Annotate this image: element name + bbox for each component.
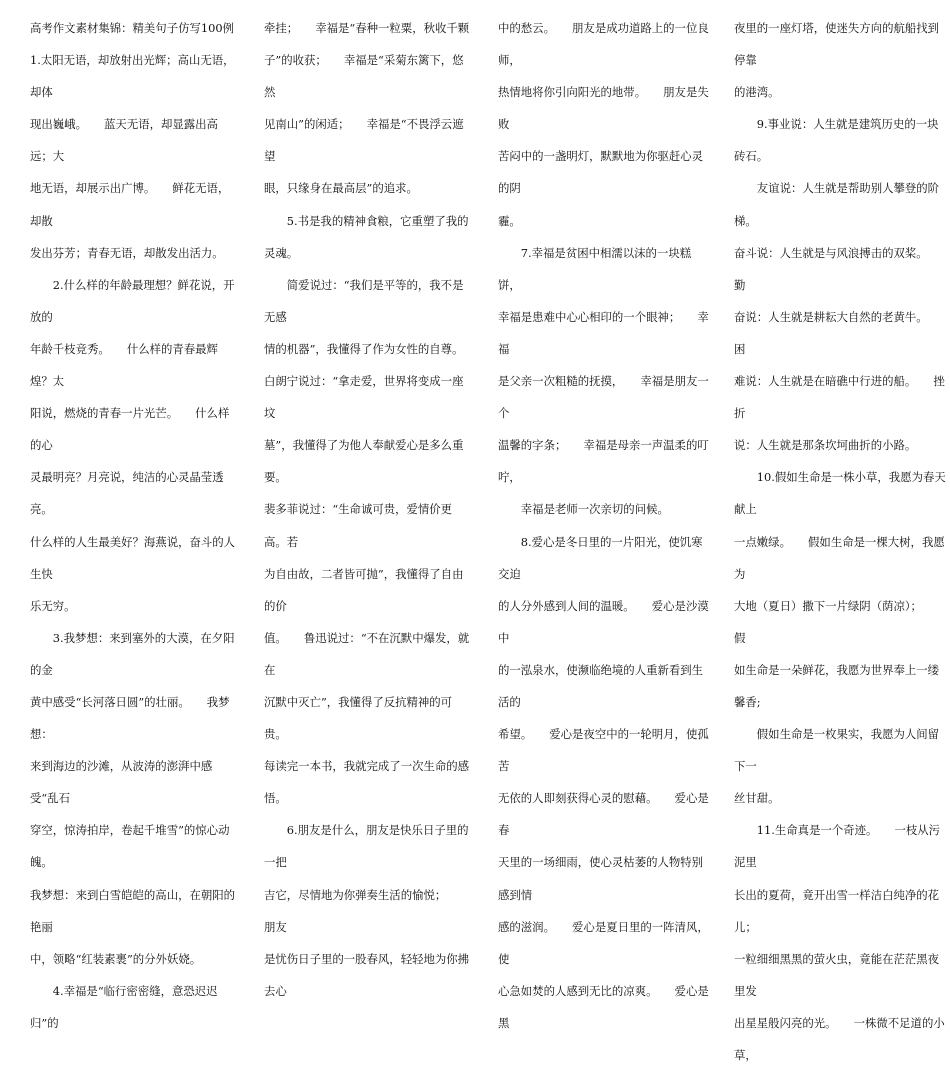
text-line: 黄中感受“长河落日圆”的壮丽。 我梦想：	[30, 694, 230, 742]
text-line: 为自由故，二者皆可抛”，我懂得了自由的价	[264, 566, 464, 613]
text-line: 年龄千枝竞秀。 什么样的青春最辉煌？太	[30, 341, 218, 389]
text-line: 我梦想：来到白雪皑皑的高山，在朝阳的艳丽	[30, 887, 236, 934]
text-line: 9.事业说：人生就是建筑历史的一块砖石。	[734, 117, 939, 164]
text-line: 出星星般闪亮的光。 一株微不足道的小草，	[734, 1015, 945, 1062]
text-line: 热情地将你引向阳光的地带。 朋友是失败	[498, 85, 709, 132]
text-line: 10.假如生命是一株小草，我愿为春天献上	[734, 470, 946, 517]
text-line: 7.幸福是贫困中相濡以沫的一块糕饼，	[498, 245, 692, 292]
text-line: 3.我梦想：来到塞外的大漠，在夕阳的金	[30, 630, 235, 677]
text-line: 吉它，尽情地为你弹奏生活的愉悦； 朋友	[264, 887, 464, 934]
text-line: 2.什么样的年龄最理想？鲜花说，开放的	[30, 277, 235, 324]
text-line: 5.书是我的精神食粮，它重塑了我的灵魂。	[264, 213, 469, 260]
text-line: 白朗宁说过：“拿走爱，世界将变成一座坟	[264, 374, 464, 421]
text-line: 幸福是患难中心心相印的一个眼神； 幸福	[498, 309, 709, 356]
text-line: 中的愁云。 朋友是成功道路上的一位良师，	[498, 21, 709, 68]
text-line: 霾。	[498, 213, 521, 228]
text-line: 值。 鲁迅说过：“不在沉默中爆发，就在	[264, 630, 470, 677]
text-column-2	[264, 12, 474, 998]
text-column-3	[498, 12, 710, 1030]
text-line: 天里的一场细雨，使心灵枯萎的人物特别感到情	[498, 855, 704, 902]
text-line: 子”的收获； 幸福是“采菊东篱下，悠然	[264, 53, 464, 100]
text-line: 假如生命是一枚果实，我愿为人间留下一	[734, 727, 940, 774]
text-line: 高考作文素材集锦：精美句子仿写100例	[30, 21, 234, 35]
text-line: 穿空，惊涛拍岸，卷起千堆雪”的惊心动魄。	[30, 823, 230, 870]
text-line: 发出芬芳；青春无语，却散发出活力。	[30, 245, 224, 260]
text-line: 什么样的人生最美好？海燕说，奋斗的人生快	[30, 534, 236, 581]
text-line: 温馨的字条； 幸福是母亲一声温柔的叮咛，	[498, 438, 709, 485]
text-line: 一点嫩绿。 假如生命是一棵大树，我愿为	[734, 534, 945, 581]
text-line: 眼，只缘身在最高层”的追求。	[264, 181, 418, 196]
text-line: 如生命是一朵鲜花，我愿为世界奉上一缕馨香;	[734, 662, 940, 709]
text-column-1	[30, 12, 240, 1030]
text-line: 是忧伤日子里的一股春风，轻轻地为你拂去心	[264, 951, 470, 998]
text-line: 是父亲一次粗糙的抚摸， 幸福是朋友一个	[498, 374, 709, 421]
text-line: 灵最明亮？月亮说，纯洁的心灵晶莹透亮。	[30, 470, 224, 517]
text-line: 牵挂； 幸福是“春种一粒粟，秋收千颗	[264, 21, 470, 35]
text-line: 乐无穷。	[30, 598, 76, 613]
text-line: 难说：人生就是在暗礁中行进的船。 挫折	[734, 374, 945, 421]
text-line: 希望。 爱心是夜空中的一轮明月，使孤苦	[498, 727, 709, 774]
text-line: 说：人生就是那条坎坷曲折的小路。	[734, 438, 917, 453]
text-line: 奋说：人生就是耕耘大自然的老黄牛。 困	[734, 309, 945, 356]
text-line: 4.幸福是“临行密密缝，意恐迟迟归”的	[30, 983, 218, 1030]
text-line: 中，领略“红装素裹”的分外妖娆。	[30, 951, 202, 966]
text-line: 墓”，我懂得了为他人奉献爱心是多么重要。	[264, 438, 464, 485]
text-line: 6.朋友是什么，朋友是快乐日子里的一把	[264, 823, 469, 870]
text-line: 的港湾。	[734, 85, 780, 100]
text-line: 幸福是老师一次亲切的问候。	[498, 502, 669, 517]
text-line: 每读完一本书，我就完成了一次生命的感悟。	[264, 759, 470, 806]
text-line: 大地（夏日）撒下一片绿阴（荫凉）； 假	[734, 598, 940, 645]
text-line: 1.太阳无语，却放射出光辉；高山无语，却体	[30, 53, 235, 100]
text-line: 8.爱心是冬日里的一片阳光，使饥寒交迫	[498, 534, 703, 581]
text-column-4	[734, 12, 948, 1062]
text-line: 的人分外感到人间的温暖。 爱心是沙漠中	[498, 598, 709, 645]
text-line: 地无语，却展示出广博。 鲜花无语，却散	[30, 181, 230, 228]
text-line: 奋斗说：人生就是与风浪搏击的双桨。 勤	[734, 245, 945, 292]
text-line: 的一泓泉水，使濒临绝境的人重新看到生活的	[498, 662, 704, 709]
text-line: 见南山”的闲适； 幸福是“不畏浮云遮望	[264, 117, 464, 164]
text-line: 情的机器”，我懂得了作为女性的自尊。	[264, 341, 464, 356]
text-line: 苦闷中的一盏明灯，默默地为你驱赶心灵的阴	[498, 149, 704, 196]
text-line: 一粒细细黑黑的萤火虫，竟能在茫茫黑夜里发	[734, 951, 940, 998]
text-line: 来到海边的沙滩，从波涛的澎湃中感受“乱石	[30, 759, 213, 806]
text-line: 阳说，燃烧的青春一片光芒。 什么样的心	[30, 406, 230, 453]
text-line: 11.生命真是一个奇迹。 一枝从污泥里	[734, 823, 941, 870]
text-line: 长出的夏荷，竟开出雪一样洁白纯净的花儿；	[734, 887, 940, 934]
text-line: 无依的人即刻获得心灵的慰藉。 爱心是春	[498, 791, 709, 838]
text-line: 简爱说过：“我们是平等的，我不是无感	[264, 277, 464, 324]
text-line: 沉默中灭亡”，我懂得了反抗精神的可贵。	[264, 694, 453, 742]
text-line: 裴多菲说过：“生命诚可贵，爱情价更高。若	[264, 502, 453, 549]
text-line: 夜里的一座灯塔，使迷失方向的航船找到停靠	[734, 21, 940, 68]
text-line: 现出巍峨。 蓝天无语，却显露出高远；大	[30, 117, 218, 164]
text-line: 感的滋润。 爱心是夏日里的一阵清风，使	[498, 919, 709, 966]
text-line: 友谊说：人生就是帮助别人攀登的阶梯。	[734, 181, 940, 228]
text-line: 丝甘甜。	[734, 791, 780, 806]
text-line: 心急如焚的人感到无比的凉爽。 爱心是黑	[498, 983, 709, 1030]
